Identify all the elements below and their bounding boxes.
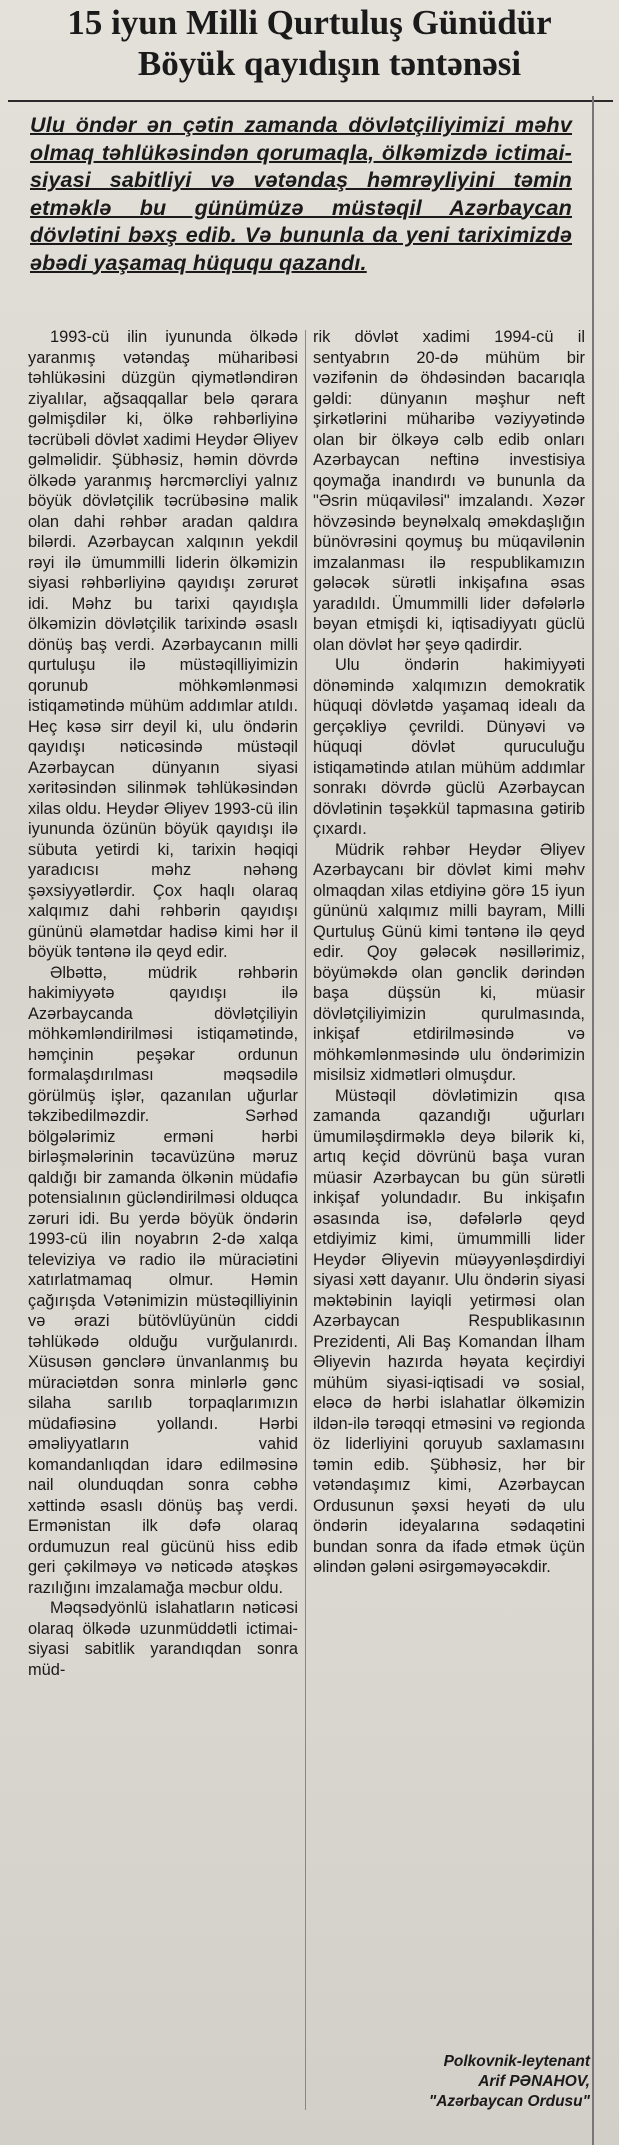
headline-line-2: Böyük qayıdışın təntənəsi <box>137 44 522 84</box>
lead-paragraph <box>30 112 572 277</box>
right-paragraph-4: Müstəqil dövlətimizin qısa zamanda qazandığı uğurları ümumiləşdirməklə deyə bilərik ki, artıq keçid dövrünü başa vuran müasir Azərbaycan bu gün sürətli inkişaf yolundadır. Bu inkişafın əsasında isə, dəfələrlə qeyd etdiyimiz kimi, ümummilli lider Heydər Əliyevin müəyyənləşdirdiyi siyasi xətt dayanır. Ulu öndərin siyasi məktəbinin layiqli yetirməsi olan Azərbaycan Respublikasının Prezidenti, Ali Baş Komandan İlham Əliyevin hazırda həyata keçirdiyi mühüm siyasi-iqtisadi və sosial, eləcə də hərbi islahatlar ölkəmizin ildən-ilə tərəqqi etməsini və regionda öz liderliyini qoruyub saxlamasını təmin edib. Şübhəsiz, hər bir vətəndaşımız kimi, Azərbaycan Ordusunun şəxsi heyəti də ulu öndərin ideyalarına sədaqətini bundan sonra da ifadə etmək üçün əlindən gələni əsirgəməyəcəkdir. <box>313 1086 585 1576</box>
right-paragraph-2: Ulu öndərin hakimiyyəti dönəmində xalqımızın demokratik hüquqi dövlətdə yaşamaq idealı da gerçəkliyə çevrildi. Dünyəvi və hüquqi dövlət quruculuğu istiqamətində atılan mühüm addımlar sonrakı dövrdə güclü Azərbaycan dövlətinin təşəkkül tapmasına gətirib çıxardı. <box>313 656 585 838</box>
right-column <box>313 327 585 1578</box>
author-name: Arif PƏNAHOV, <box>478 2073 590 2090</box>
author-signature <box>360 2052 590 2112</box>
left-paragraph-3: Məqsədyönlü islahatların nəticəsi olaraq ölkədə uzunmüddətli ictimai-siyasi sabitlik yarandıqdan sonra müd- <box>28 1599 298 1679</box>
page-fold-line <box>592 96 594 2145</box>
lead-text: Ulu öndər ən çətin zamanda dövlətçiliyimizi məhv olmaq təhlükəsindən qorumaqla, ölkəmizdə ictimai-siyasi sabitliyi və vətəndaş həmrəyliyini təmin etməklə bu günümüzə müstəqil Azərbaycan dövlətini bəxş edib. Və bununla da yeni tariximizdə əbədi yaşamaq hüququ qazandı. <box>30 113 572 275</box>
right-paragraph-3: Müdrik rəhbər Heydər Əliyev Azərbaycanı bir dövlət kimi məhv olmaqdan xilas etdiyinə görə 15 iyun gününü xalqımız milli bayram, Milli Qurtuluş Günü kimi təntənə ilə qeyd edir. Qoy gələcək nəsillərimiz, böyüməkdə olan gənclik dərindən başa düşsün ki, müasir dövlətçiliyimizin qurulmasında, inkişaf etdirilməsində və möhkəmlənməsində ulu öndərimizin misilsiz xidmətləri olmuşdur. <box>313 840 585 1084</box>
publication-name: "Azərbaycan Ordusu" <box>428 2093 590 2110</box>
top-rule <box>8 100 613 102</box>
left-paragraph-2: Əlbəttə, müdrik rəhbərin hakimiyyətə qayıdışı ilə Azərbaycanda dövlətçiliyin möhkəmləndirilməsi istiqamətində, həmçinin peşəkar ordunun formalaşdırılması məqsədilə görülmüş işlər, qazanılan uğurlar təkzibedilməzdir. Sərhəd bölgələrimiz erməni hərbi birləşmələrinin təcavüzünə məruz qaldığı bir zamanda ölkənin müdafiə potensialının gücləndirilməsi olduqca zəruri idi. Bu yerdə böyük öndərin 1993-cü ilin noyabrın 2-də xalqa televiziya və radio ilə müraciətini xatırlatmamaq olmur. Həmin çağırışda Vətənimizin müstəqilliyinin və ərazi bütövlüyünün ciddi təhlükədə olduğu vurğulanırdı. Xüsusən gənclərə ünvanlanmış bu müraciətdən sonra minlərlə gənc silaha sarılıb torpaqlarımızın müdafiəsinə yollandı. Hərbi əməliyyatların vahid komandanlıqdan idarə edilməsinə nail olunduqdan sonra cəbhə xəttində əsaslı dönüş baş verdi. Ermənistan ilk dəfə olaraq ordumuzun real gücünü hiss edib geri çəkilməyə və nəticədə atəşkəs razılığını imzalamağa məcbur oldu. <box>28 963 298 1597</box>
left-paragraph-1: 1993-cü ilin iyununda ölkədə yaranmış vətəndaş müharibəsi təhlükəsini düzgün qiymətləndirən ziyalılar, ağsaqqallar belə qərara gəlmişdilər ki, ölkə rəhbərliyinə təcrübəli dövlət xadimi Heydər Əliyev gəlməlidir. Şübhəsiz, həmin dövrdə ölkədə yaranmış hərcmərcliyi yalnız böyük dövlətçilik təcrübəsinə malik olan dahi rəhbər aradan qaldıra bilərdi. Azərbaycan xalqının yekdil rəyi ilə ümummilli liderin ölkəmizin siyasi rəhbərliyinə qayıdışı zərurət idi. Məhz bu tarixi qayıdışla ölkəmizin dövlətçilik tarixində əsaslı dönüş baş verdi. Azərbaycanın milli qurtuluşu ilə müstəqilliyimizin qorunub möhkəmlənməsi istiqamətində mühüm addımlar atıldı. Heç kəsə sirr deyil ki, ulu öndərin qayıdışı nəticəsində müstəqil Azərbaycan dünyanın siyasi xəritəsindən silinmək təhlükəsindən xilas oldu. Heydər Əliyev 1993-cü ilin iyununda özünün böyük qayıdışı ilə sübuta yetirdi ki, tarixin həqiqi yaradıcısı məhz nəhəng şəxsiyyətlərdir. Çox haqlı olaraq xalqımız dahi rəhbərin qayıdışı gününü əlamətdar hadisə kimi hər il böyük təntənə ilə qeyd edir. <box>28 328 298 961</box>
author-rank: Polkovnik-leytenant <box>443 2053 590 2070</box>
left-column <box>28 327 298 1680</box>
headline-line-1: 15 iyun Milli Qurtuluş Günüdür <box>67 3 552 42</box>
right-paragraph-1: rik dövlət xadimi 1994-cü il sentyabrın 20-də mühüm bir vəzifənin də öhdəsindən bacarıqla gəldi: dünyanın məşhur neft şirkətlərini müharibə vəziyyətində olan bir ölkəyə cəlb edib onları Azərbaycan neftinə investisiya qoymağa inandırdı və bununla da "Əsrin müqaviləsi" imzalandı. Xəzər hövzəsində beynəlxalq əməkdaşlığın bünövrəsini qoymuş bu müqavilənin imzalanması ilə respublikamızın gələcək sürətli inkişafına əsas yaradıldı. Ümummilli lider dəfələrlə bəyan etmişdi ki, iqtisadiyyatı güclü olan dövlət hər şeyə qadirdir. <box>313 328 585 654</box>
article-headline <box>0 2 619 85</box>
column-divider <box>305 330 306 2110</box>
